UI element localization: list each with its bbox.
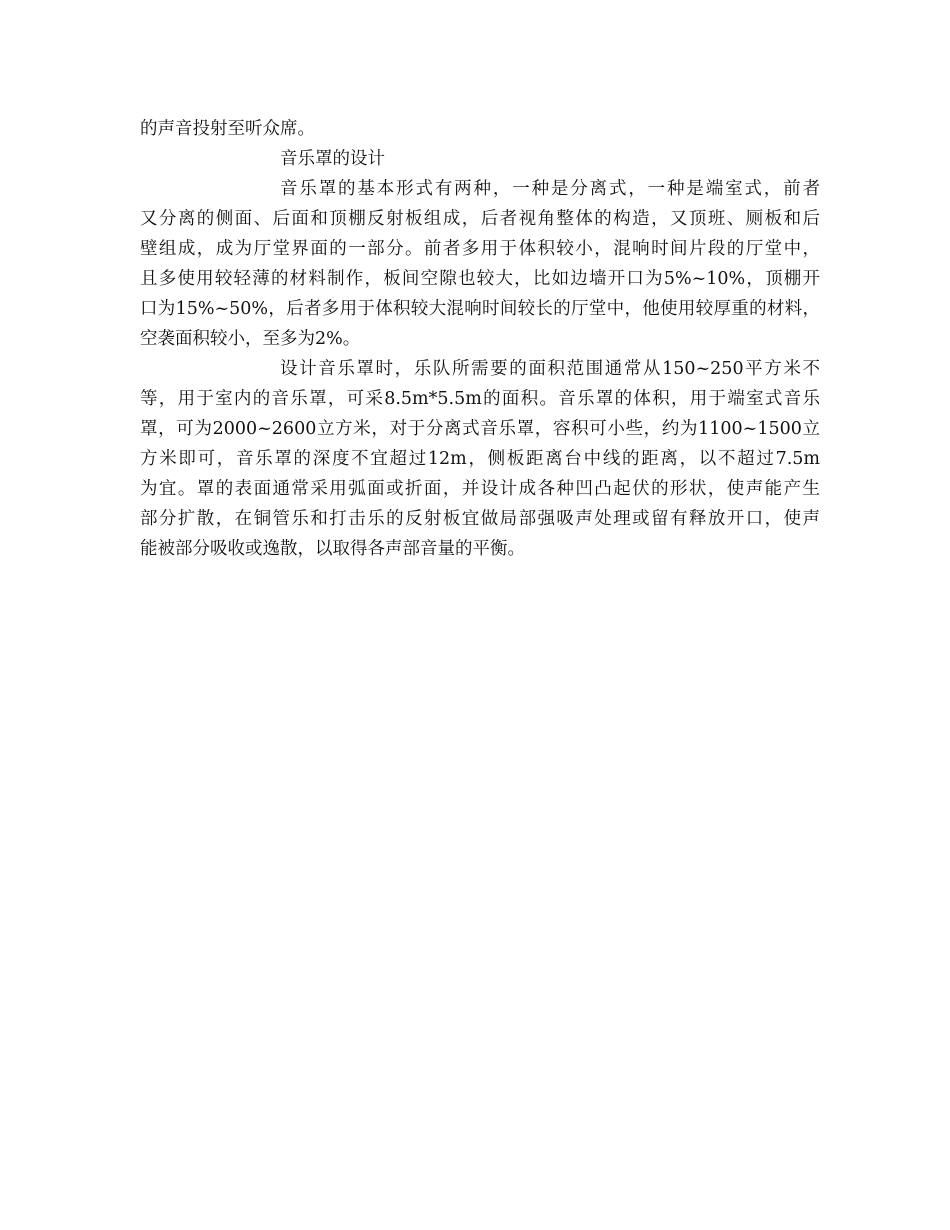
paragraph-line: 部分扩散，在铜管乐和打击乐的反射板宜做局部强吸声处理或留有释放开口，使声 [140,509,820,529]
paragraph-line: 方米即可，音乐罩的深度不宜超过12m，侧板距离台中线的距离，以不超过7.5m [140,449,820,469]
paragraph-line: 口为15%~50%，后者多用于体积较大混响时间较长的厅堂中，他使用较厚重的材料， [140,299,820,319]
paragraph-last-line: 能被部分吸收或逸散，以取得各声部音量的平衡。 [140,539,525,559]
paragraph-line: 又分离的侧面、后面和顶棚反射板组成，后者视角整体的构造，又顶班、厕板和后 [140,209,820,229]
paragraph-line: 罩，可为2000~2600立方米，对于分离式音乐罩，容积可小些，约为1100~1500立 [140,419,820,439]
paragraph-continuation-line: 的声音投射至听众席。 [140,119,315,139]
paragraph-line: 设计音乐罩时，乐队所需要的面积范围通常从150~250平方米不 [280,359,820,379]
paragraph-line: 为宜。罩的表面通常采用弧面或折面，并设计成各种凹凸起伏的形状，使声能产生 [140,479,820,499]
section-heading: 音乐罩的设计 [280,149,385,169]
paragraph-last-line: 空袭面积较小，至多为2%。 [140,329,361,349]
paragraph-line: 壁组成，成为厅堂界面的一部分。前者多用于体积较小，混响时间片段的厅堂中， [140,239,820,259]
body-text [140,114,820,564]
paragraph-line: 等，用于室内的音乐罩，可采8.5m*5.5m的面积。音乐罩的体积，用于端室式音乐 [140,389,820,409]
paragraph-line: 且多使用较轻薄的材料制作，板间空隙也较大，比如边墙开口为5%~10%，顶棚开 [140,269,820,289]
paragraph-line: 音乐罩的基本形式有两种，一种是分离式，一种是端室式，前者 [280,179,820,199]
